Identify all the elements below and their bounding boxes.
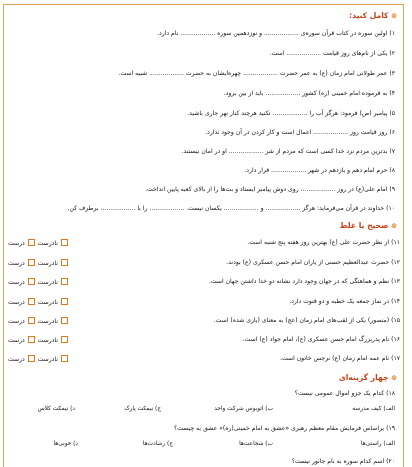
tf-choices	[8, 278, 69, 286]
fill-item-7: ۷) بدترین مردم نزد خدا کسی است که مردم از شر .................. او در امان نیستند.	[181, 148, 395, 155]
tf-row	[8, 355, 400, 365]
tf-question: ۱۳) نظم و هماهنگی که در جهان وجود دارد نشانه دو خدا داشتن جهان است.	[208, 278, 400, 285]
fill-item-9: ۹) امام علی(ع) در روز .................. روی دوش پیامبر ایستاد و بت‌ها را از بالای کعبه پایین انداخت.	[145, 186, 395, 193]
true-label: درست	[8, 318, 25, 325]
fill-item-5: ۵) پیامبر (ص) فرمود: هرگز آب را .................. نکنید هرچند کنار نهر جاری باشید.	[187, 110, 395, 117]
mc-option[interactable]: ج) رشادت‌ها	[142, 441, 173, 447]
tf-question: ۱۱) از نظر حضرت علی (ع) بهترین روز هفته پنج شنبه است.	[247, 239, 400, 246]
false-checkbox[interactable]	[28, 239, 35, 246]
mc-option[interactable]: ج) نیمکت پارک	[124, 406, 161, 412]
section-fill-in-title: ⊚ کامل کنید:	[349, 11, 397, 20]
false-checkbox[interactable]	[28, 259, 35, 266]
section-multiple-choice-title: ⊚ چهار گزینه‌ای	[338, 373, 397, 382]
true-checkbox[interactable]	[61, 259, 68, 266]
fill-item-4: ۴) به فرموده امام خمینی (ره) کشور .................. باید از بین برود.	[223, 90, 395, 97]
false-label: نادرست	[37, 279, 58, 286]
tf-question: ۱۵) (منصور) یکی از لقب‌های امام زمان (عج) به معنای (یاری شده) است.	[213, 317, 400, 324]
true-label: درست	[8, 299, 25, 306]
true-label: درست	[8, 337, 25, 344]
tf-choices	[8, 298, 69, 306]
false-checkbox[interactable]	[28, 355, 35, 362]
false-label: نادرست	[37, 356, 58, 363]
fill-item-1: ۱) اولین سوره در کتاب قرآن سوره‌ی .................. و نوزدهمین سوره .................. نام دارد.	[157, 30, 395, 37]
mc-option[interactable]: الف) راستی‌ها	[360, 441, 395, 447]
tf-row	[8, 298, 400, 308]
mc-option[interactable]: د) خوبی‌ها	[53, 441, 78, 447]
section-bullet-icon: ⊚	[391, 374, 397, 382]
false-label: نادرست	[37, 240, 58, 247]
mc-question-19: ۱۹) براساس فرمایش مقام معظم رهبری «عشق به امام خمینی(ره)» عشق به چیست؟	[173, 425, 395, 432]
tf-choices	[8, 259, 69, 267]
section-bullet-icon: ⊚	[391, 12, 397, 20]
mc-question-20: ۲۰) اسم کدام سوره به نام جانور نیست؟	[291, 458, 395, 465]
mc-option[interactable]: ب) اتوبوس شرکت واحد	[214, 406, 273, 412]
true-checkbox[interactable]	[61, 278, 68, 285]
mc-question-18: ۱۸) کدام یک جزو اموال عمومی نیست؟	[294, 390, 395, 397]
tf-question: ۱۷) نام عمه امام زمان (ع) نرجس خاتون است.	[280, 355, 400, 362]
false-checkbox[interactable]	[28, 298, 35, 305]
section-true-false-title: ⊚ صحیح یا غلط	[339, 221, 397, 230]
false-checkbox[interactable]	[28, 317, 35, 324]
true-checkbox[interactable]	[61, 317, 68, 324]
true-label: درست	[8, 240, 25, 247]
fill-item-6: ۶) روز قیامت روز .................. اعمال است و کار کردن در آن وجود ندارد.	[205, 129, 395, 136]
true-checkbox[interactable]	[61, 355, 68, 362]
fill-item-2: ۲) یکی از نام‌های روز قیامت .................. است.	[269, 50, 395, 57]
tf-choices	[8, 336, 69, 344]
tf-choices	[8, 317, 69, 325]
false-label: نادرست	[37, 337, 58, 344]
tf-row	[8, 336, 400, 346]
false-checkbox[interactable]	[28, 278, 35, 285]
tf-question: ۱۴) در نماز جمعه یک خطبه و دو قنوت دارد.	[289, 298, 400, 305]
tf-row	[8, 239, 400, 249]
false-checkbox[interactable]	[28, 336, 35, 343]
false-label: نادرست	[37, 299, 58, 306]
fill-item-8: ۸) حرم امام دهم و یازدهم در شهر .................. قرار دارد.	[244, 167, 395, 174]
tf-row	[8, 317, 400, 327]
tf-question: ۱۲) حضرت عبدالعظیم حسنی از یاران امام حسن عسکری (ع) بودند.	[226, 259, 400, 266]
section-bullet-icon: ⊚	[391, 222, 397, 230]
false-label: نادرست	[37, 260, 58, 267]
tf-choices	[8, 239, 69, 247]
true-label: درست	[8, 356, 25, 363]
fill-item-10: ۱۰) خداوند در قرآن می‌فرماید: هرگز .................. و .................. یکسان نیست. .................. را با .................. برطرف کن.	[67, 205, 395, 212]
tf-choices	[8, 355, 69, 363]
mc-option[interactable]: الف) کیف مدرسه	[352, 406, 395, 412]
mc-option[interactable]: ب) شجاعت‌ها	[239, 441, 273, 447]
true-label: درست	[8, 279, 25, 286]
false-label: نادرست	[37, 318, 58, 325]
mc-option[interactable]: د) نیمکت کلاس	[37, 406, 75, 412]
true-checkbox[interactable]	[61, 336, 68, 343]
true-label: درست	[8, 260, 25, 267]
tf-question: ۱۶) نام پدربزرگ امام حسن عسکری (ع)، امام جواد (ع) است.	[242, 336, 400, 343]
tf-row	[8, 278, 400, 288]
worksheet-frame	[3, 4, 404, 467]
true-checkbox[interactable]	[61, 239, 68, 246]
fill-item-3: ۳) عمر طولانی امام زمان (ع) به عمر حضرت .................. چهره‌ایشان به حضرت .................. شبیه است.	[118, 70, 395, 77]
tf-row	[8, 259, 400, 269]
true-checkbox[interactable]	[61, 298, 68, 305]
